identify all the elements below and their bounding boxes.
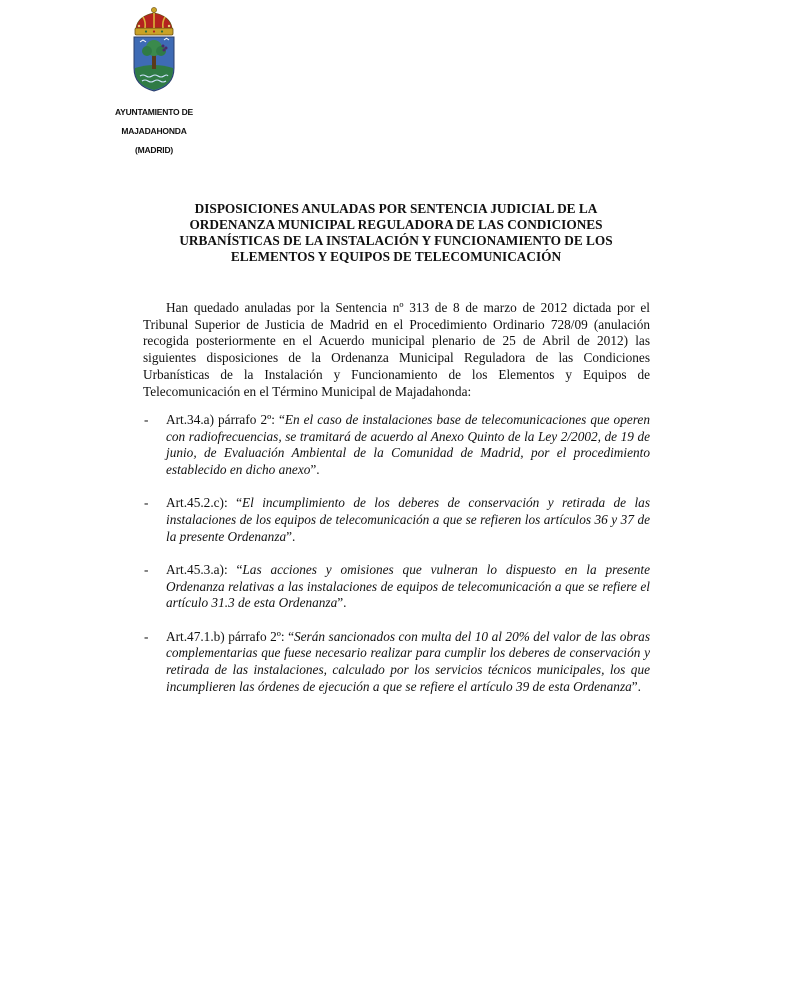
org-line: (MADRID) <box>134 145 174 155</box>
title-line: ORDENANZA MUNICIPAL REGULADORA DE LAS CONDICIONES <box>189 217 603 232</box>
list-dash: - <box>144 495 149 511</box>
article-reference: Art.47.1.b) párrafo 2º: “ <box>166 628 294 644</box>
quote-close: ”. <box>310 462 320 478</box>
article-quote: Serán sancionados con multa del 10 al 20% del valor de las obras complementarias que fuese necesario realizar para cumplir los deberes de conservación y retirada de las instalaciones, calculado por los servicios técnicos municipales, los que incumplieren las órdenes de ejecución a que se refiere el artículo 39 de esta Ordenanza <box>166 628 650 694</box>
annulled-provisions-list <box>143 412 650 712</box>
org-line: AYUNTAMIENTO DE <box>114 107 194 117</box>
article-reference: Art.45.3.a): “ <box>166 561 243 577</box>
quote-close: ”. <box>631 678 642 694</box>
title-line: DISPOSICIONES ANULADAS POR SENTENCIA JUDICIAL DE LA <box>194 201 598 216</box>
title-line: URBANÍSTICAS DE LA INSTALACIÓN Y FUNCIONAMIENTO DE LOS <box>179 233 613 248</box>
organization-name <box>96 103 212 160</box>
article-reference: Art.34.a) párrafo 2º: “ <box>166 412 285 427</box>
list-item <box>143 412 650 479</box>
intro-paragraph: Han quedado anuladas por la Sentencia nº 313 de 8 de marzo de 2012 dictada por el Tribunal Superior de Justicia de Madrid en el Procedimiento Ordinario 728/09 (anulación recogida posteriormente en el Acuerdo municipal plenario de 25 de Abril de 2012) las siguientes disposiciones de la Ordenanza Municipal Reguladora de las Condiciones Urbanísticas de la Instalación y Funcionamiento de los Elementos y Equipos de Telecomunicación en el Término Municipal de Majadahonda: <box>143 300 650 399</box>
article-quote: En el caso de instalaciones base de telecomunicaciones que operen con radiofrecuencias, se tramitará de acuerdo al Anexo Quinto de la Ley 2/2002, de 19 de junio, de Evaluación Ambiental de la Comunidad de Madrid, por el procedimiento establecido en dicho anexo <box>166 412 650 478</box>
list-dash: - <box>144 412 149 427</box>
article-reference: Art.45.2.c): “ <box>166 495 242 511</box>
document-title <box>140 201 652 265</box>
org-line: MAJADAHONDA <box>121 126 187 136</box>
list-item <box>143 495 650 545</box>
article-quote: Las acciones y omisiones que vulneran lo dispuesto en la presente Ordenanza relativas a las instalaciones de equipos de telecomunicación a que se refiere el artículo 31.3 de esta Ordenanza <box>166 561 650 611</box>
municipal-coat-of-arms-icon <box>128 6 180 92</box>
list-dash: - <box>144 628 149 644</box>
article-quote: El incumplimiento de los deberes de conservación y retirada de las instalaciones de los equipos de telecomunicación a que se refieren los artículos 36 y 37 de la presente Ordenanza <box>166 495 650 544</box>
list-item <box>143 629 650 696</box>
title-line: ELEMENTOS Y EQUIPOS DE TELECOMUNICACIÓN <box>230 249 562 264</box>
quote-close: ”. <box>286 528 296 544</box>
list-item <box>143 562 650 612</box>
quote-close: ”. <box>337 595 347 611</box>
list-dash: - <box>144 561 149 577</box>
